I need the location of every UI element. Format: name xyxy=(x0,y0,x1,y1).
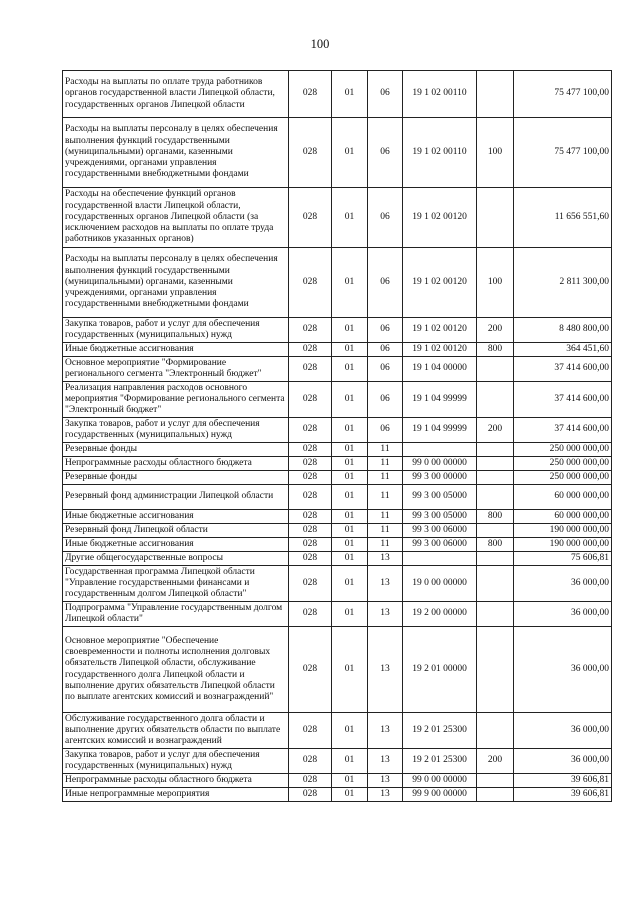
row-code: 028 xyxy=(289,713,332,749)
table-row xyxy=(63,713,612,749)
row-target-article xyxy=(403,443,477,457)
row-subsection: 13 xyxy=(368,627,403,713)
row-target-article: 19 1 02 00110 xyxy=(403,71,477,118)
row-target-article: 19 1 02 00110 xyxy=(403,118,477,188)
table-row xyxy=(63,788,612,802)
table-row xyxy=(63,188,612,248)
row-amount: 36 000,00 xyxy=(514,566,612,602)
row-code: 028 xyxy=(289,538,332,552)
row-amount: 39 606,81 xyxy=(514,788,612,802)
row-code: 028 xyxy=(289,510,332,524)
row-target-article: 99 3 00 00000 xyxy=(403,471,477,485)
table-row xyxy=(63,627,612,713)
row-target-article xyxy=(403,552,477,566)
row-target-article: 19 2 01 25300 xyxy=(403,713,477,749)
row-code: 028 xyxy=(289,602,332,627)
table-row xyxy=(63,382,612,418)
row-code: 028 xyxy=(289,248,332,318)
row-section: 01 xyxy=(332,749,368,774)
row-section: 01 xyxy=(332,471,368,485)
table-row xyxy=(63,418,612,443)
table-row xyxy=(63,538,612,552)
row-subsection: 06 xyxy=(368,188,403,248)
budget-table-body xyxy=(63,71,612,802)
row-subsection: 13 xyxy=(368,552,403,566)
row-subsection: 06 xyxy=(368,357,403,382)
row-subsection: 13 xyxy=(368,749,403,774)
row-section: 01 xyxy=(332,788,368,802)
row-amount: 37 414 600,00 xyxy=(514,357,612,382)
row-amount: 75 477 100,00 xyxy=(514,71,612,118)
row-expense-type xyxy=(477,357,514,382)
row-amount: 36 000,00 xyxy=(514,749,612,774)
row-target-article: 99 9 00 00000 xyxy=(403,788,477,802)
row-amount: 36 000,00 xyxy=(514,713,612,749)
row-name: Расходы на обеспечение функций органов государственной власти Липецкой области, государственных органов Липецкой области (за исключением расходов на выплаты по оплате труда работников указанных органов) xyxy=(63,188,289,248)
row-section: 01 xyxy=(332,602,368,627)
row-expense-type xyxy=(477,774,514,788)
row-name: Иные непрограммные мероприятия xyxy=(63,788,289,802)
row-section: 01 xyxy=(332,118,368,188)
row-expense-type xyxy=(477,382,514,418)
row-expense-type xyxy=(477,713,514,749)
row-target-article: 19 1 02 00120 xyxy=(403,248,477,318)
row-code: 028 xyxy=(289,343,332,357)
row-target-article: 19 1 04 99999 xyxy=(403,382,477,418)
row-name: Резервные фонды xyxy=(63,443,289,457)
row-subsection: 11 xyxy=(368,485,403,510)
table-row xyxy=(63,318,612,343)
row-name: Расходы на выплаты персоналу в целях обеспечения выполнения функций государственными (муниципальными) органами, казенными учреждениями, органами управления государственными внебюджетными фондами xyxy=(63,248,289,318)
row-subsection: 06 xyxy=(368,248,403,318)
row-expense-type xyxy=(477,443,514,457)
row-code: 028 xyxy=(289,118,332,188)
table-row xyxy=(63,774,612,788)
row-amount: 60 000 000,00 xyxy=(514,510,612,524)
row-section: 01 xyxy=(332,318,368,343)
row-target-article: 19 1 02 00120 xyxy=(403,318,477,343)
row-section: 01 xyxy=(332,485,368,510)
row-expense-type xyxy=(477,552,514,566)
row-amount: 250 000 000,00 xyxy=(514,457,612,471)
row-section: 01 xyxy=(332,552,368,566)
row-name: Реализация направления расходов основного мероприятия "Формирование регионального сегмента "Электронный бюджет" xyxy=(63,382,289,418)
row-expense-type xyxy=(477,602,514,627)
row-amount: 37 414 600,00 xyxy=(514,382,612,418)
row-target-article: 99 3 00 05000 xyxy=(403,485,477,510)
table-row xyxy=(63,443,612,457)
row-name: Резервный фонд Липецкой области xyxy=(63,524,289,538)
row-amount: 8 480 800,00 xyxy=(514,318,612,343)
row-code: 028 xyxy=(289,382,332,418)
row-name: Основное мероприятие "Обеспечение своевременности и полноты исполнения долговых обязательств Липецкой области, обслуживание государственного долга Липецкой области и выполнение других обязательств Липецкой области по выплате агентских комиссий и вознаграждений" xyxy=(63,627,289,713)
row-name: Основное мероприятие "Формирование регионального сегмента "Электронный бюджет" xyxy=(63,357,289,382)
row-amount: 36 000,00 xyxy=(514,627,612,713)
row-subsection: 06 xyxy=(368,318,403,343)
row-expense-type xyxy=(477,471,514,485)
row-code: 028 xyxy=(289,71,332,118)
row-subsection: 11 xyxy=(368,538,403,552)
row-expense-type: 800 xyxy=(477,538,514,552)
table-row xyxy=(63,602,612,627)
budget-table xyxy=(62,70,612,802)
row-amount: 250 000 000,00 xyxy=(514,443,612,457)
row-section: 01 xyxy=(332,510,368,524)
row-expense-type xyxy=(477,71,514,118)
row-subsection: 13 xyxy=(368,713,403,749)
row-subsection: 06 xyxy=(368,382,403,418)
row-expense-type xyxy=(477,566,514,602)
row-target-article: 19 2 00 00000 xyxy=(403,602,477,627)
row-subsection: 11 xyxy=(368,510,403,524)
row-amount: 39 606,81 xyxy=(514,774,612,788)
row-section: 01 xyxy=(332,457,368,471)
row-expense-type: 100 xyxy=(477,248,514,318)
row-subsection: 11 xyxy=(368,443,403,457)
row-code: 028 xyxy=(289,627,332,713)
row-subsection: 13 xyxy=(368,566,403,602)
table-row xyxy=(63,471,612,485)
row-amount: 190 000 000,00 xyxy=(514,524,612,538)
row-target-article: 99 3 00 05000 xyxy=(403,510,477,524)
row-section: 01 xyxy=(332,774,368,788)
table-row xyxy=(63,343,612,357)
row-code: 028 xyxy=(289,188,332,248)
table-row xyxy=(63,749,612,774)
row-subsection: 13 xyxy=(368,774,403,788)
row-expense-type: 200 xyxy=(477,318,514,343)
row-name: Непрограммные расходы областного бюджета xyxy=(63,774,289,788)
row-code: 028 xyxy=(289,443,332,457)
table-row xyxy=(63,524,612,538)
row-code: 028 xyxy=(289,418,332,443)
row-expense-type xyxy=(477,457,514,471)
row-section: 01 xyxy=(332,248,368,318)
row-target-article: 99 0 00 00000 xyxy=(403,457,477,471)
row-section: 01 xyxy=(332,418,368,443)
table-row xyxy=(63,566,612,602)
row-target-article: 99 3 00 06000 xyxy=(403,538,477,552)
row-expense-type: 800 xyxy=(477,510,514,524)
row-target-article: 19 2 01 25300 xyxy=(403,749,477,774)
table-row xyxy=(63,485,612,510)
row-amount: 190 000 000,00 xyxy=(514,538,612,552)
row-code: 028 xyxy=(289,524,332,538)
row-amount: 250 000 000,00 xyxy=(514,471,612,485)
row-name: Другие общегосударственные вопросы xyxy=(63,552,289,566)
row-expense-type xyxy=(477,788,514,802)
row-name: Резервный фонд администрации Липецкой области xyxy=(63,485,289,510)
row-expense-type: 200 xyxy=(477,749,514,774)
row-section: 01 xyxy=(332,188,368,248)
row-amount: 75 606,81 xyxy=(514,552,612,566)
row-code: 028 xyxy=(289,774,332,788)
row-name: Подпрограмма "Управление государственным долгом Липецкой области" xyxy=(63,602,289,627)
row-code: 028 xyxy=(289,457,332,471)
row-subsection: 06 xyxy=(368,418,403,443)
row-section: 01 xyxy=(332,71,368,118)
row-code: 028 xyxy=(289,357,332,382)
row-section: 01 xyxy=(332,382,368,418)
row-subsection: 06 xyxy=(368,343,403,357)
row-section: 01 xyxy=(332,357,368,382)
row-code: 028 xyxy=(289,485,332,510)
row-amount: 364 451,60 xyxy=(514,343,612,357)
row-subsection: 11 xyxy=(368,524,403,538)
table-row xyxy=(63,118,612,188)
row-target-article: 99 3 00 06000 xyxy=(403,524,477,538)
row-subsection: 06 xyxy=(368,71,403,118)
row-amount: 36 000,00 xyxy=(514,602,612,627)
row-name: Закупка товаров, работ и услуг для обеспечения государственных (муниципальных) нужд xyxy=(63,749,289,774)
row-subsection: 11 xyxy=(368,471,403,485)
row-target-article: 19 1 02 00120 xyxy=(403,343,477,357)
row-section: 01 xyxy=(332,566,368,602)
row-expense-type xyxy=(477,485,514,510)
row-name: Непрограммные расходы областного бюджета xyxy=(63,457,289,471)
row-subsection: 11 xyxy=(368,457,403,471)
row-name: Государственная программа Липецкой области "Управление государственными финансами и государственным долгом Липецкой области" xyxy=(63,566,289,602)
row-name: Иные бюджетные ассигнования xyxy=(63,538,289,552)
row-section: 01 xyxy=(332,538,368,552)
row-target-article: 99 0 00 00000 xyxy=(403,774,477,788)
row-expense-type xyxy=(477,188,514,248)
page-number: 100 xyxy=(310,37,330,51)
row-section: 01 xyxy=(332,524,368,538)
row-target-article: 19 0 00 00000 xyxy=(403,566,477,602)
table-row xyxy=(63,552,612,566)
row-name: Резервные фонды xyxy=(63,471,289,485)
row-code: 028 xyxy=(289,318,332,343)
row-amount: 75 477 100,00 xyxy=(514,118,612,188)
row-target-article: 19 2 01 00000 xyxy=(403,627,477,713)
row-section: 01 xyxy=(332,343,368,357)
row-expense-type: 200 xyxy=(477,418,514,443)
row-target-article: 19 1 02 00120 xyxy=(403,188,477,248)
row-name: Закупка товаров, работ и услуг для обеспечения государственных (муниципальных) нужд xyxy=(63,318,289,343)
row-amount: 11 656 551,60 xyxy=(514,188,612,248)
row-expense-type xyxy=(477,627,514,713)
row-code: 028 xyxy=(289,749,332,774)
row-section: 01 xyxy=(332,443,368,457)
row-subsection: 13 xyxy=(368,788,403,802)
table-row xyxy=(63,248,612,318)
row-name: Расходы на выплаты персоналу в целях обеспечения выполнения функций государственными (муниципальными) органами, казенными учреждениями, органами управления государственными внебюджетными фондами xyxy=(63,118,289,188)
row-code: 028 xyxy=(289,788,332,802)
row-section: 01 xyxy=(332,713,368,749)
row-name: Расходы на выплаты по оплате труда работников органов государственной власти Липецкой области, государственных органов Липецкой области xyxy=(63,71,289,118)
row-expense-type xyxy=(477,524,514,538)
table-row xyxy=(63,71,612,118)
row-expense-type: 100 xyxy=(477,118,514,188)
row-name: Обслуживание государственного долга области и выполнение других обязательств области по выплате агентских комиссий и вознаграждений xyxy=(63,713,289,749)
row-amount: 37 414 600,00 xyxy=(514,418,612,443)
row-code: 028 xyxy=(289,552,332,566)
row-name: Иные бюджетные ассигнования xyxy=(63,510,289,524)
row-name: Закупка товаров, работ и услуг для обеспечения государственных (муниципальных) нужд xyxy=(63,418,289,443)
table-row xyxy=(63,457,612,471)
row-section: 01 xyxy=(332,627,368,713)
row-expense-type: 800 xyxy=(477,343,514,357)
row-amount: 60 000 000,00 xyxy=(514,485,612,510)
row-subsection: 06 xyxy=(368,118,403,188)
row-target-article: 19 1 04 00000 xyxy=(403,357,477,382)
table-row xyxy=(63,357,612,382)
row-name: Иные бюджетные ассигнования xyxy=(63,343,289,357)
table-row xyxy=(63,510,612,524)
row-subsection: 13 xyxy=(368,602,403,627)
row-amount: 2 811 300,00 xyxy=(514,248,612,318)
row-code: 028 xyxy=(289,471,332,485)
row-code: 028 xyxy=(289,566,332,602)
row-target-article: 19 1 04 99999 xyxy=(403,418,477,443)
